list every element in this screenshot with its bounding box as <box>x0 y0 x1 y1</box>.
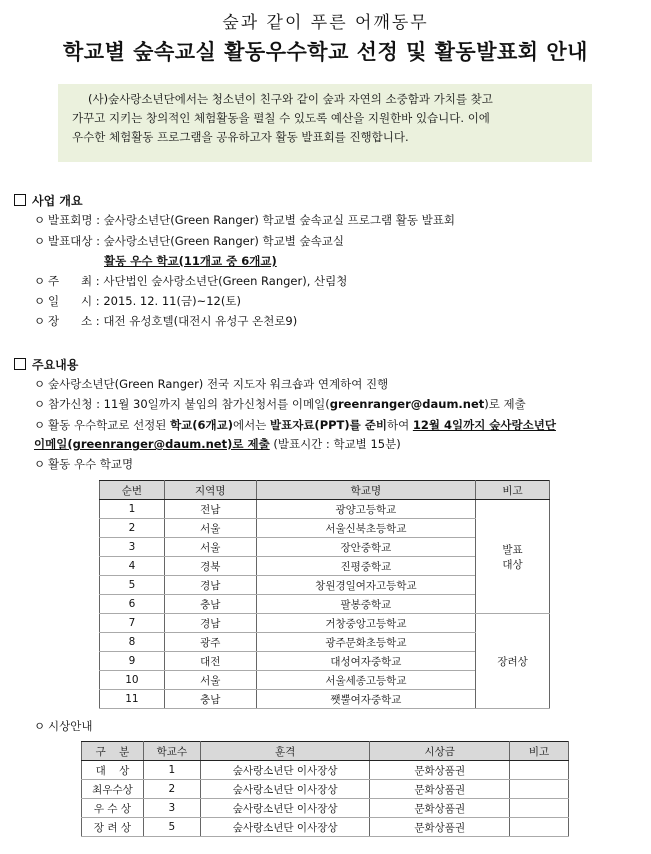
square-bullet-icon <box>14 194 26 206</box>
document-subtitle: 숲과 같이 푸른 어깨동무 <box>222 13 429 33</box>
table-row: 2 서울 서울신북초등학교 <box>100 519 550 538</box>
intro-line-3: 우수한 체험활동 프로그램을 공유하고자 활동 발표회를 진행합니다. <box>72 130 409 144</box>
col-header-category: 구 분 <box>82 742 144 761</box>
table-row: 최우수상 2 숲사랑소년단 이사장상 문화상품권 <box>82 780 569 799</box>
overview-target-row: ㅇ 발표대상 : 숲사랑소년단(Green Ranger) 학교별 숲속교실 <box>34 234 344 248</box>
awards-table-header <box>82 742 569 761</box>
col-header-count: 학교수 <box>143 742 200 761</box>
overview-target-sub: 활동 우수 학교(11개교 중 6개교) <box>104 254 277 268</box>
col-header-note: 비고 <box>510 742 569 761</box>
contents-item-3: ㅇ 활동 우수학교로 선정된 학교(6개교)에서는 발표자료(PPT)를 준비하여 12월 4일까지 숲사랑소년단 <box>34 418 556 432</box>
square-bullet-icon <box>14 358 26 370</box>
note-encouragement: 장려상 <box>476 614 550 709</box>
table-row: 8 광주 광주문화초등학교 <box>100 633 550 652</box>
col-header-number: 순번 <box>100 481 165 500</box>
intro-line-1: (사)숲사랑소년단에서는 청소년이 친구와 같이 숲과 자연의 소중함과 가치를 찾고 <box>88 92 493 106</box>
note-presentation: 발표 대상 <box>476 500 550 614</box>
bullet-icon: ㅇ <box>34 314 46 328</box>
intro-line-2: 가꾸고 지키는 창의적인 체험활동을 펼칠 수 있도록 예산을 지원한바 있습니다. 이에 <box>72 111 490 125</box>
table-row: 6 충남 팔봉중학교 <box>100 595 550 614</box>
overview-place-row: ㅇ 장 소 : 대전 유성호텔(대전시 유성구 온천로9) <box>34 314 298 328</box>
awards-table <box>81 741 569 837</box>
table-row: 3 서울 장안중학교 <box>100 538 550 557</box>
col-header-note: 비고 <box>476 481 550 500</box>
intro-box <box>58 84 592 162</box>
table-row: 9 대전 대성여자중학교 <box>100 652 550 671</box>
bullet-icon: ㅇ <box>34 457 46 471</box>
bullet-icon: ㅇ <box>34 719 46 733</box>
overview-name-row: ㅇ 발표회명 : 숲사랑소년단(Green Ranger) 학교별 숲속교실 프로그램 활동 발표회 <box>34 213 455 227</box>
table-row: 7 경남 거창중앙고등학교 장려상 <box>100 614 550 633</box>
col-header-school: 학교명 <box>256 481 475 500</box>
contents-item-2: ㅇ 참가신청 : 11월 30일까지 붙임의 참가신청서를 이메일(greenranger@daum.net)로 제출 <box>34 397 526 411</box>
col-header-award: 훈격 <box>200 742 370 761</box>
table-row: 장 려 상 5 숲사랑소년단 이사장상 문화상품권 <box>82 818 569 837</box>
table-row: 11 충남 쨋뿔여자중학교 <box>100 690 550 709</box>
document-title: 학교별 숲속교실 활동우수학교 선정 및 활동발표회 안내 <box>63 40 588 64</box>
table-row: 5 경남 창원경일여자고등학교 <box>100 576 550 595</box>
contents-heading: 주요내용 <box>14 356 78 373</box>
overview-heading: 사업 개요 <box>14 192 83 209</box>
contents-item-4: ㅇ 활동 우수 학교명 <box>34 457 134 471</box>
table-row: 4 경북 진평중학교 <box>100 557 550 576</box>
schools-table-header <box>100 481 550 500</box>
bullet-icon: ㅇ <box>34 274 46 288</box>
contents-item-1: ㅇ 숲사랑소년단(Green Ranger) 전국 지도자 워크숍과 연계하여 진행 <box>34 377 389 391</box>
bullet-icon: ㅇ <box>34 234 46 248</box>
col-header-prize: 시상금 <box>370 742 510 761</box>
bullet-icon: ㅇ <box>34 294 46 308</box>
table-row: 1 전남 광양고등학교 발표 대상 <box>100 500 550 519</box>
table-row: 10 서울 서울세종고등학교 <box>100 671 550 690</box>
contents-item-3-cont: 이메일(greenranger@daum.net)로 제출 (발표시간 : 학교별 15분) <box>34 437 401 451</box>
table-row: 대 상 1 숲사랑소년단 이사장상 문화상품권 <box>82 761 569 780</box>
bullet-icon: ㅇ <box>34 397 46 411</box>
schools-table <box>99 480 550 709</box>
email-address: greenranger@daum.net <box>329 397 485 411</box>
overview-host-row: ㅇ 주 최 : 사단법인 숲사랑소년단(Green Ranger), 산림청 <box>34 274 348 288</box>
bullet-icon: ㅇ <box>34 213 46 227</box>
bullet-icon: ㅇ <box>34 418 46 432</box>
table-row: 우 수 상 3 숲사랑소년단 이사장상 문화상품권 <box>82 799 569 818</box>
contents-item-5: ㅇ 시상안내 <box>34 719 93 733</box>
col-header-region: 지역명 <box>164 481 256 500</box>
bullet-icon: ㅇ <box>34 377 46 391</box>
overview-date-row: ㅇ 일 시 : 2015. 12. 11(금)~12(토) <box>34 294 241 308</box>
